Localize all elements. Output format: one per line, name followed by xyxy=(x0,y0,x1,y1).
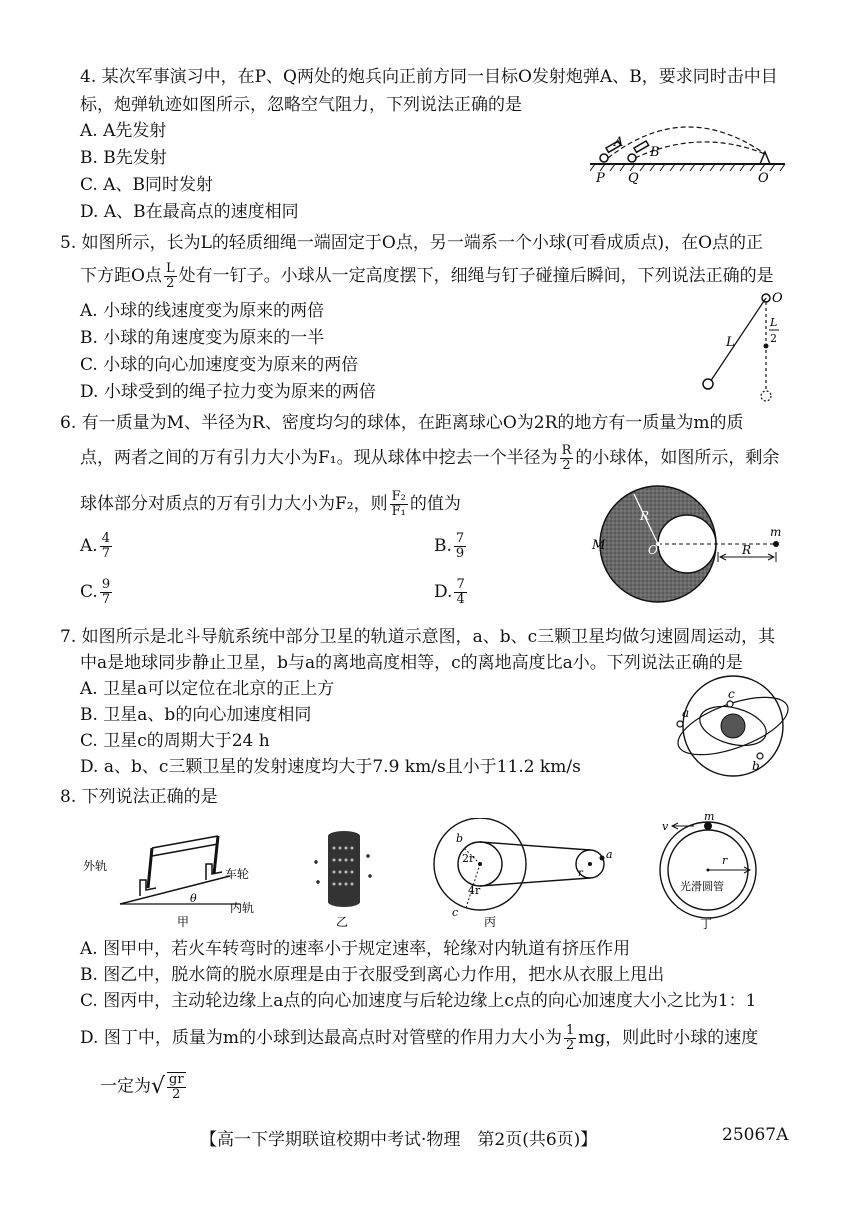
q6-stem-fraction xyxy=(560,444,574,473)
q4-option-c: C. A、B同时发射 xyxy=(80,175,213,195)
q6-label-radius-inner: R xyxy=(640,509,650,523)
q8-fig3-caption: 丙 xyxy=(484,915,497,929)
q5-option-c: C. 小球的向心加速度变为原来的两倍 xyxy=(80,355,359,375)
q8-option-d-sqrt-n: gr xyxy=(169,1072,184,1087)
q8-fig2-caption: 乙 xyxy=(336,915,349,929)
q8-option-d-frac-n: 1 xyxy=(565,1023,575,1038)
q6-option-d-label: D. xyxy=(434,582,453,602)
q6-option-b-d: 9 xyxy=(455,546,465,561)
q6-label-mass-big: M xyxy=(592,538,606,553)
q8-option-d-text-c: 一定为 xyxy=(100,1076,151,1097)
q6-option-a-label: A. xyxy=(80,536,98,556)
q8-option-d-text-a: D. 图丁中，质量为m的小球到达最高点时对管壁的作用力大小为 xyxy=(80,1028,562,1048)
q8-fig4-caption: 丁 xyxy=(700,917,713,931)
q7-stem-line2: 中a是地球同步静止卫星，b与a的离地高度相等，c的离地高度比a小。下列说法正确的是 xyxy=(80,653,743,673)
q8-fig4-label-m: m xyxy=(704,812,715,823)
q8-fig1-inner-rail: 内轨 xyxy=(230,901,255,915)
q7-option-b: B. 卫星a、b的向心加速度相同 xyxy=(80,705,312,725)
q5-label-half-n: L xyxy=(770,316,778,329)
q8-figure-bing-belt xyxy=(430,818,630,930)
q8-fig4-label-tube: 光滑圆管 xyxy=(680,880,724,893)
q8-option-b: B. 图乙中，脱水筒的脱水原理是由于衣服受到离心力作用，把水从衣服上甩出 xyxy=(80,965,665,985)
q4-label-a: A xyxy=(614,135,624,150)
q7-label-c: c xyxy=(728,687,735,701)
page-footer: 【高一下学期联谊校期中考试·物理 第2页(共6页)】 xyxy=(200,1130,598,1150)
q6-stem-line3 xyxy=(80,490,461,519)
q6-option-c-label: C. xyxy=(80,582,98,602)
q6-stem-line2 xyxy=(80,444,779,473)
q8-fig1-caption: 甲 xyxy=(177,915,190,929)
q8-fig1-wheel: 车轮 xyxy=(225,867,250,881)
q6-ratio-numerator: F₂ xyxy=(391,489,406,504)
q8-figure-yi-dryer xyxy=(308,828,378,930)
q8-option-a: A. 图甲中，若火车转弯时的速率小于规定速率，轮缘对内轨道有挤压作用 xyxy=(80,939,631,959)
q5-label-o: O xyxy=(772,291,783,306)
q4-option-a: A. A先发射 xyxy=(80,121,167,141)
q6-label-center-o: O xyxy=(648,543,658,557)
q6-stem-line1: 6. 有一质量为M、半径为R、密度均匀的球体，在距离球心O为2R的地方有一质量为m的质 xyxy=(60,413,744,433)
q6-stem-line3-a: 球体部分对质点的万有引力大小为F₂，则 xyxy=(80,494,388,514)
q5-frac-denominator: 2 xyxy=(166,276,175,291)
q6-option-c-d: 7 xyxy=(101,592,111,607)
q6-option-a xyxy=(80,532,114,561)
q6-option-c xyxy=(80,578,114,607)
q6-stem-line2-b: 的小球体，如图所示，剩余 xyxy=(575,448,780,468)
q6-label-radius-outer: R xyxy=(742,543,752,557)
q8-figure-ding-tube xyxy=(650,812,770,932)
q6-stem-line2-a: 点，两者之间的万有引力大小为F₁。现从球体中挖去一个半径为 xyxy=(80,448,558,468)
q5-option-d: D. 小球受到的绳子拉力变为原来的两倍 xyxy=(80,382,376,402)
exam-code: 25067A xyxy=(722,1125,789,1145)
q6-option-d-d: 4 xyxy=(456,592,465,607)
q6-ratio-denominator: F₁ xyxy=(391,504,406,519)
q6-option-b-label: B. xyxy=(434,536,452,556)
q5-frac-numerator: L xyxy=(165,261,175,276)
q5-figure-pendulum xyxy=(690,290,790,405)
q6-frac-numerator: R xyxy=(561,443,572,458)
q5-stem-line2 xyxy=(80,262,774,291)
q4-label-q: Q xyxy=(628,171,639,186)
q5-stem-fraction xyxy=(164,262,177,291)
q6-option-a-n: 4 xyxy=(101,531,110,546)
q6-option-b-n: 7 xyxy=(455,531,465,546)
q8-fig1-theta: θ xyxy=(190,892,197,905)
q4-figure-trajectory xyxy=(590,118,790,188)
q8-option-d-sqrt-d: 2 xyxy=(172,1087,181,1102)
q6-ratio-fraction xyxy=(390,490,408,519)
q7-option-c: C. 卫星c的周期大于24 h xyxy=(80,731,270,751)
q5-stem-line1: 5. 如图所示，长为L的轻质细绳一端固定于O点，另一端系一个小球(可看成质点)，在O点的正 xyxy=(60,233,764,253)
q4-label-o: O xyxy=(758,171,769,186)
q4-stem-line2: 标，炮弹轨迹如图所示，忽略空气阻力，下列说法正确的是 xyxy=(80,95,522,115)
q8-fig1-outer-rail: 外轨 xyxy=(83,859,108,873)
q8-fig3-label-r: r xyxy=(578,868,583,879)
q8-stem: 8. 下列说法正确的是 xyxy=(60,787,218,807)
q8-fig3-label-2r: 2r xyxy=(462,852,475,865)
q5-option-a: A. 小球的线速度变为原来的两倍 xyxy=(80,301,325,321)
q6-frac-denominator: 2 xyxy=(562,458,571,473)
q8-option-d-line1 xyxy=(80,1024,758,1053)
q8-option-d-line2: 一定为√ $\frac{gr}{2}$ xyxy=(100,1072,184,1102)
q6-option-b xyxy=(434,532,468,561)
q7-label-b: b xyxy=(752,759,760,773)
q4-option-d: D. A、B在最高点的速度相同 xyxy=(80,202,299,222)
q4-stem-line1: 4. 某次军事演习中，在P、Q两处的炮兵向正前方同一目标O发射炮弹A、B，要求同时击中目 xyxy=(80,67,778,87)
q6-figure-hollow-sphere xyxy=(590,480,795,608)
q7-option-a: A. 卫星a可以定位在北京的正上方 xyxy=(80,679,335,699)
q5-option-b: B. 小球的角速度变为原来的一半 xyxy=(80,328,325,348)
q8-figure-jia-train xyxy=(80,818,260,930)
q6-option-c-n: 9 xyxy=(101,577,111,592)
q5-stem-line2-b: 处有一钉子。小球从一定高度摆下，细绳与钉子碰撞后瞬间，下列说法正确的是 xyxy=(178,266,774,286)
q8-fig3-label-4r: 4r xyxy=(468,884,481,897)
q8-option-d-text-b: mg，则此时小球的速度 xyxy=(578,1028,759,1048)
q7-stem-line1: 7. 如图所示是北斗导航系统中部分卫星的轨道示意图，a、b、c三颗卫星均做匀速圆周运动，其 xyxy=(60,627,776,647)
q7-figure-orbits xyxy=(668,672,798,780)
q7-label-a: a xyxy=(682,706,690,720)
q6-option-d-n: 7 xyxy=(456,577,465,592)
q5-label-l: L xyxy=(726,335,735,350)
q8-fig4-label-r: r xyxy=(722,854,728,867)
q8-fig4-label-v: v xyxy=(662,820,669,833)
q4-label-b: B xyxy=(650,145,660,160)
q6-stem-line3-b: 的值为 xyxy=(409,494,461,514)
q8-fig3-label-c: c xyxy=(452,906,459,919)
q6-option-a-d: 7 xyxy=(101,546,110,561)
q8-fig3-label-a: a xyxy=(606,848,613,861)
q8-option-c: C. 图丙中，主动轮边缘上a点的向心加速度与后轮边缘上c点的向心加速度大小之比为1：1 xyxy=(80,991,757,1011)
q6-option-d xyxy=(434,578,469,607)
q8-fig3-label-b: b xyxy=(456,832,464,845)
q7-option-d: D. a、b、c三颗卫星的发射速度均大于7.9 km/s且小于11.2 km/s xyxy=(80,757,581,777)
q8-option-d-frac-d: 2 xyxy=(565,1038,575,1053)
q6-label-mass-small: m xyxy=(770,525,782,539)
q5-stem-line2-a: 下方距O点 xyxy=(80,266,162,286)
q4-option-b: B. B先发射 xyxy=(80,148,167,168)
q4-label-p: P xyxy=(596,171,605,186)
q5-label-half-d: 2 xyxy=(770,332,777,345)
